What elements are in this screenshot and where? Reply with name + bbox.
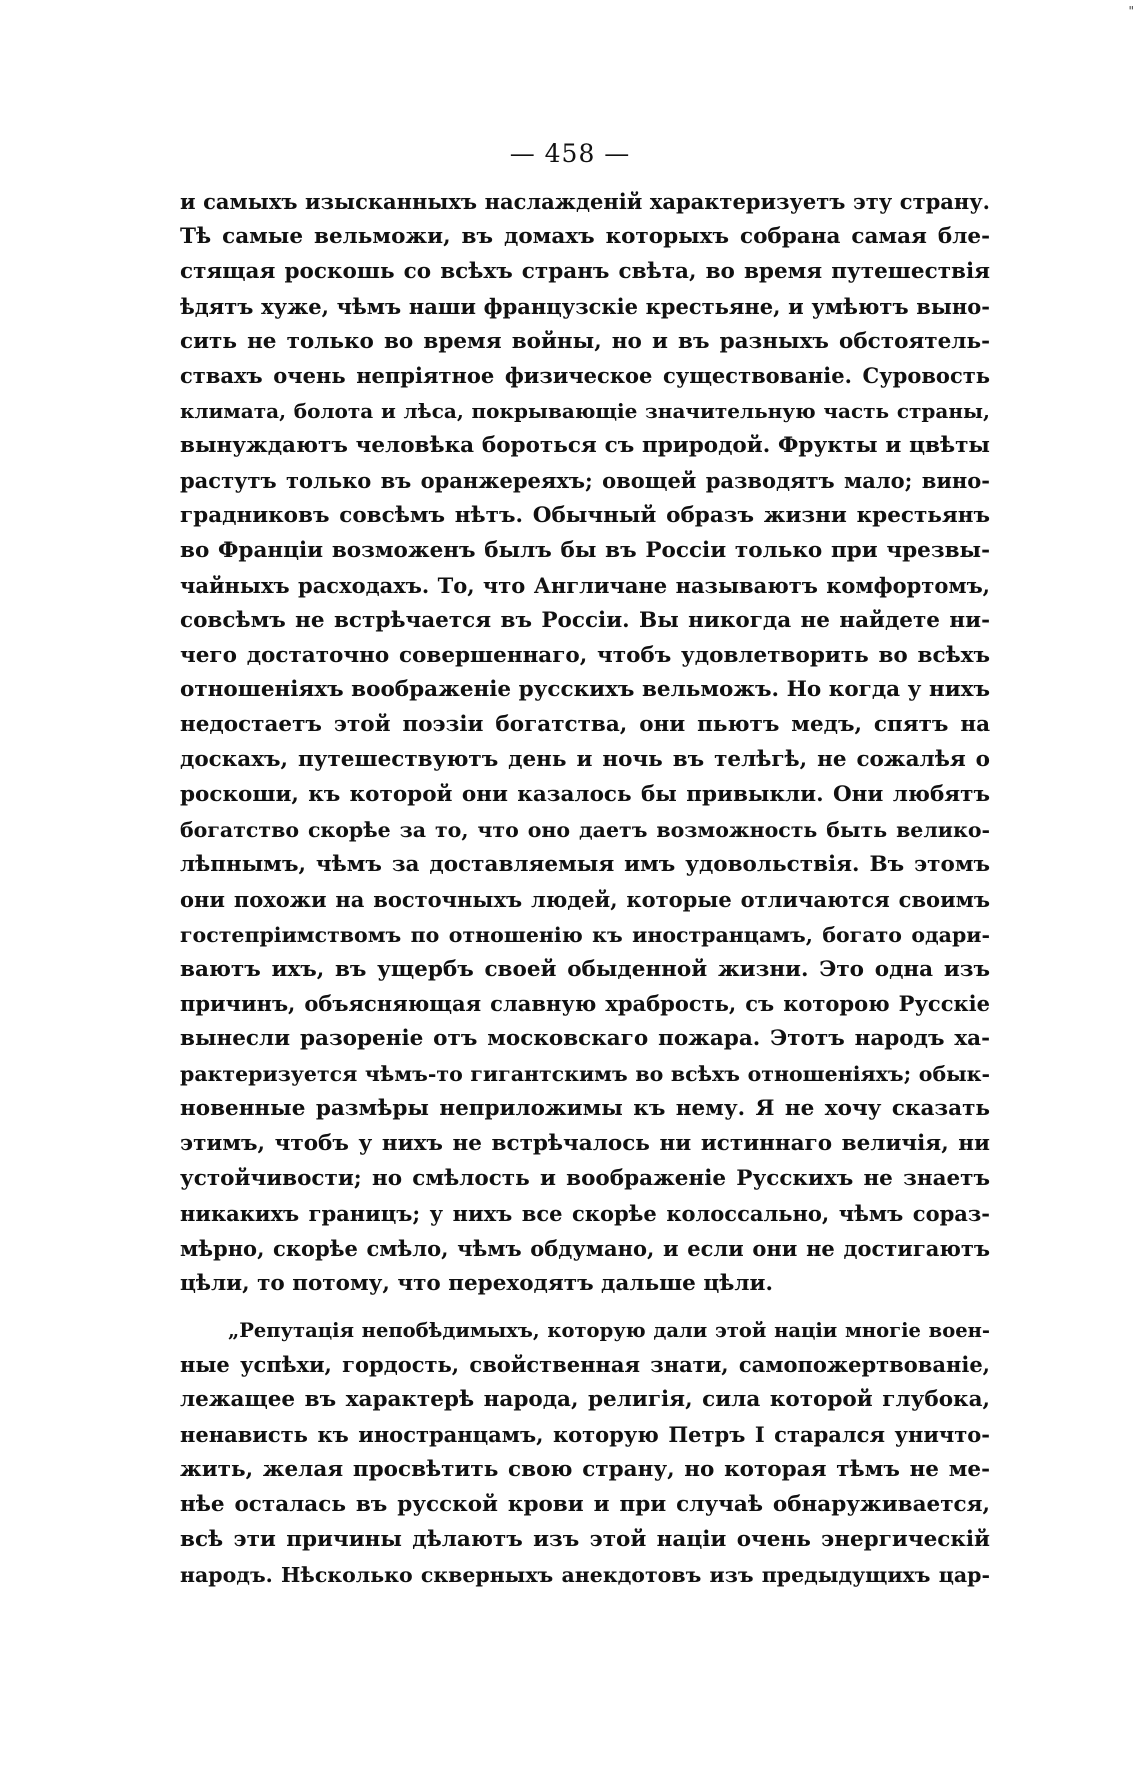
text-line: народъ. Нѣсколько скверныхъ анекдотовъ изъ предыдущихъ цар-	[180, 1562, 990, 1587]
text-line: причинъ, объясняющая славную храбрость, съ которою Русскіе	[180, 991, 990, 1017]
text-line: лежащее въ характерѣ народа, религія, сила которой глубока,	[180, 1387, 990, 1413]
text-line: совсѣмъ не встрѣчается въ Россіи. Вы никогда не найдете ни-	[180, 607, 990, 633]
text-line: нѣе осталась въ русской крови и при случаѣ обнаруживается,	[180, 1491, 990, 1517]
text-line: цѣли, то потому, что переходятъ дальше цѣли.	[180, 1270, 773, 1296]
text-line: чайныхъ расходахъ. То, что Англичане называютъ комфортомъ,	[180, 572, 990, 598]
text-line: градниковъ совсѣмъ нѣтъ. Обычный образъ жизни крестьянъ	[180, 503, 990, 529]
text-line: климата, болота и лѣса, покрывающіе значительную часть страны,	[180, 399, 990, 424]
page-edge-mark: "	[1128, 4, 1134, 18]
paragraph-1	[180, 185, 990, 1302]
text-line: лѣпнымъ, чѣмъ за доставляемыя имъ удовольствія. Въ этомъ	[180, 851, 990, 877]
text-line: гостепріимствомъ по отношенію къ иностранцамъ, богато одари-	[180, 922, 990, 947]
text-line: богатство скорѣе за то, что оно даетъ возможность быть велико-	[180, 818, 990, 843]
text-line: всѣ эти причины дѣлаютъ изъ этой націи очень энергическій	[180, 1526, 990, 1552]
text-line: ваютъ ихъ, въ ущербъ своей обыденной жизни. Это одна изъ	[180, 956, 990, 982]
text-line: жить, желая просвѣтить свою страну, но которая тѣмъ не ме-	[180, 1457, 990, 1483]
text-line: вынуждаютъ человѣка бороться съ природой. Фрукты и цвѣты	[180, 433, 990, 459]
text-line: мѣрно, скорѣе смѣло, чѣмъ обдумано, и если они не достигаютъ	[180, 1235, 990, 1261]
text-line: этимъ, чтобъ у нихъ не встрѣчалось ни истиннаго величія, ни	[180, 1131, 990, 1157]
text-line: они похожи на восточныхъ людей, которые отличаются своимъ	[180, 886, 990, 912]
text-line: устойчивости; но смѣлость и воображеніе Русскихъ не знаетъ	[180, 1165, 990, 1191]
text-line: рактеризуется чѣмъ-то гигантскимъ во всѣхъ отношеніяхъ; обык-	[180, 1062, 990, 1087]
text-line: ѣдятъ хуже, чѣмъ наши французскіе крестьяне, и умѣютъ выно-	[180, 293, 990, 319]
text-line: растутъ только въ оранжереяхъ; овощей разводятъ мало; вино-	[180, 468, 990, 494]
text-line: вынесли разореніе отъ московскаго пожара. Этотъ народъ ха-	[180, 1026, 990, 1052]
paragraph-2	[180, 1314, 990, 1593]
text-line: ненависть къ иностранцамъ, которую Петръ I старался уничто-	[180, 1422, 990, 1448]
page-body	[180, 185, 990, 1593]
page-number: — 458 —	[509, 139, 631, 168]
text-line: во Франціи возможенъ былъ бы въ Россіи только при чрезвы-	[180, 537, 990, 563]
text-line: стящая роскошь со всѣхъ странъ свѣта, во время путешествія	[180, 258, 990, 284]
text-line: никакихъ границъ; у нихъ все скорѣе колоссально, чѣмъ сораз-	[180, 1200, 990, 1226]
paragraph-gap	[180, 1302, 990, 1314]
text-line: „Репутація непобѣдимыхъ, которую дали этой націи многіе воен-	[228, 1318, 990, 1342]
text-line: ные успѣхи, гордость, свойственная знати, самопожертвованіе,	[180, 1352, 990, 1378]
text-line: ствахъ очень непріятное физическое существованіе. Суровость	[180, 363, 990, 389]
text-line: и самыхъ изысканныхъ наслажденій характеризуетъ эту страну.	[180, 189, 990, 214]
text-line: чего достаточно совершеннаго, чтобъ удовлетворить во всѣхъ	[180, 642, 990, 668]
text-line: новенные размѣры неприложимы къ нему. Я не хочу сказать	[180, 1096, 990, 1122]
text-line: роскоши, къ которой они казалось бы привыкли. Они любятъ	[180, 782, 990, 808]
text-line: отношеніяхъ воображеніе русскихъ вельможъ. Но когда у нихъ	[180, 677, 990, 703]
text-line: Тѣ самые вельможи, въ домахъ которыхъ собрана самая бле-	[180, 223, 990, 249]
text-line: недостаетъ этой поэзіи богатства, они пьютъ медъ, спятъ на	[180, 712, 990, 738]
text-line: доскахъ, путешествуютъ день и ночь въ телѣгѣ, не сожалѣя о	[180, 747, 990, 773]
text-line: сить не только во время войны, но и въ разныхъ обстоятель-	[180, 328, 990, 354]
